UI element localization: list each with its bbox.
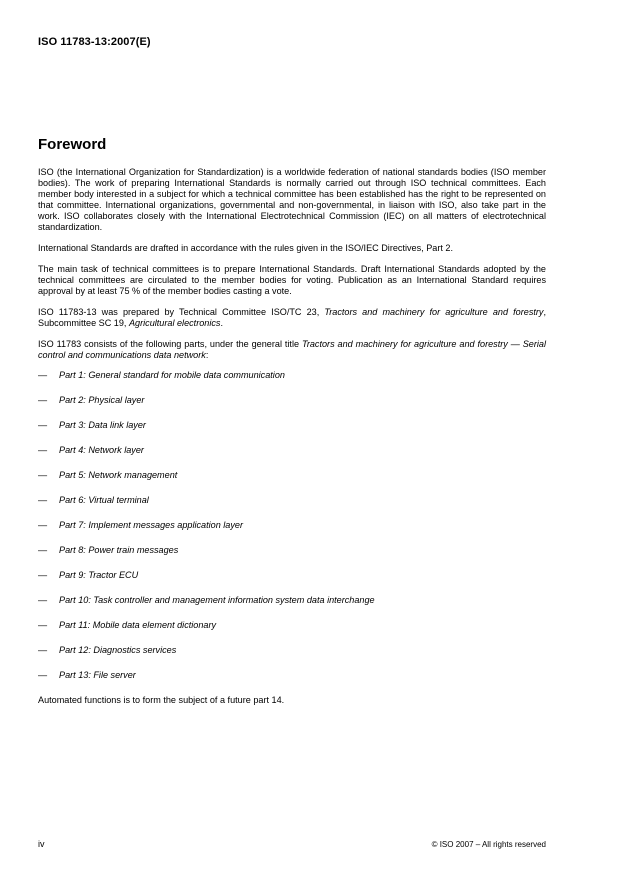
subcommittee-text: , Subcommittee SC 19, [38, 306, 546, 328]
copyright-notice: © ISO 2007 – All rights reserved [431, 840, 546, 849]
paragraph-technical-committees: The main task of technical committees is to prepare International Standards. Draft International Standards adopted by the technical committees are circulated to the member bodies for voting. Publication as an International Standard requires approval by at least 75 % of the member bodies casting a vote. [38, 263, 546, 297]
list-dash: — [38, 645, 48, 656]
part-title: Part 6: Virtual terminal [59, 495, 149, 506]
page-title: Foreword [38, 136, 107, 153]
page-number: iv [38, 839, 45, 849]
general-title: Tractors and machinery for agriculture and forestry — Serial control and communications data network [38, 338, 546, 360]
committee-title: Tractors and machinery for agriculture and forestry [324, 306, 544, 317]
paragraph-directives: International Standards are drafted in accordance with the rules given in the ISO/IEC Directives, Part 2. [38, 243, 453, 254]
list-dash: — [38, 470, 48, 481]
parts-intro-text: ISO 11783 consists of the following parts, under the general title [38, 338, 302, 349]
list-dash: — [38, 620, 48, 631]
list-item [38, 395, 546, 420]
list-dash: — [38, 495, 48, 506]
list-dash: — [38, 570, 48, 581]
list-item [38, 545, 546, 570]
part-title: Part 7: Implement messages application layer [59, 520, 243, 531]
list-item [38, 370, 546, 395]
list-dash: — [38, 520, 48, 531]
part-title: Part 8: Power train messages [59, 545, 179, 556]
list-dash: — [38, 595, 48, 606]
part-title: Part 4: Network layer [59, 445, 144, 456]
list-dash: — [38, 670, 48, 681]
list-item [38, 570, 546, 595]
list-item [38, 445, 546, 470]
part-title: Part 13: File server [59, 670, 136, 681]
document-id-header: ISO 11783-13:2007(E) [38, 36, 151, 48]
list-item [38, 470, 546, 495]
paragraph-future-part: Automated functions is to form the subject of a future part 14. [38, 695, 285, 706]
list-item [38, 620, 546, 645]
list-dash: — [38, 420, 48, 431]
paragraph-prepared-by [38, 307, 546, 329]
part-title: Part 12: Diagnostics services [59, 645, 177, 656]
part-title: Part 9: Tractor ECU [59, 570, 139, 581]
list-item [38, 520, 546, 545]
parts-list [38, 370, 546, 695]
colon-text: : [205, 349, 209, 360]
subcommittee-title: Agricultural electronics [128, 317, 221, 328]
part-title: Part 2: Physical layer [59, 395, 145, 406]
paragraph-iso-intro: ISO (the International Organization for Standardization) is a worldwide federation of national standards bodies (ISO member bodies). The work of preparing International Standards is normally carried out through ISO technical committees. Each member body interested in a subject for which a technical committee has been established has the right to be represented on that committee. International organizations, governmental and non-governmental, in liaison with ISO, also take part in the work. ISO collaborates closely with the International Electrotechnical Commission (IEC) on all matters of electrotechnical standardization. [38, 167, 546, 233]
list-item [38, 645, 546, 670]
paragraph-parts-intro [38, 339, 546, 361]
list-dash: — [38, 370, 48, 381]
part-title: Part 1: General standard for mobile data communication [59, 370, 285, 381]
part-title: Part 11: Mobile data element dictionary [59, 620, 217, 631]
period-text: . [220, 317, 223, 328]
part-title: Part 3: Data link layer [59, 420, 146, 431]
list-item [38, 670, 546, 695]
list-dash: — [38, 445, 48, 456]
part-title: Part 10: Task controller and management information system data interchange [59, 595, 375, 606]
list-dash: — [38, 545, 48, 556]
list-item [38, 595, 546, 620]
foreword-body [38, 167, 546, 716]
list-dash: — [38, 395, 48, 406]
part-title: Part 5: Network management [59, 470, 178, 481]
prepared-by-text: ISO 11783-13 was prepared by Technical Committee ISO/TC 23, [38, 306, 325, 317]
list-item [38, 495, 546, 520]
list-item [38, 420, 546, 445]
